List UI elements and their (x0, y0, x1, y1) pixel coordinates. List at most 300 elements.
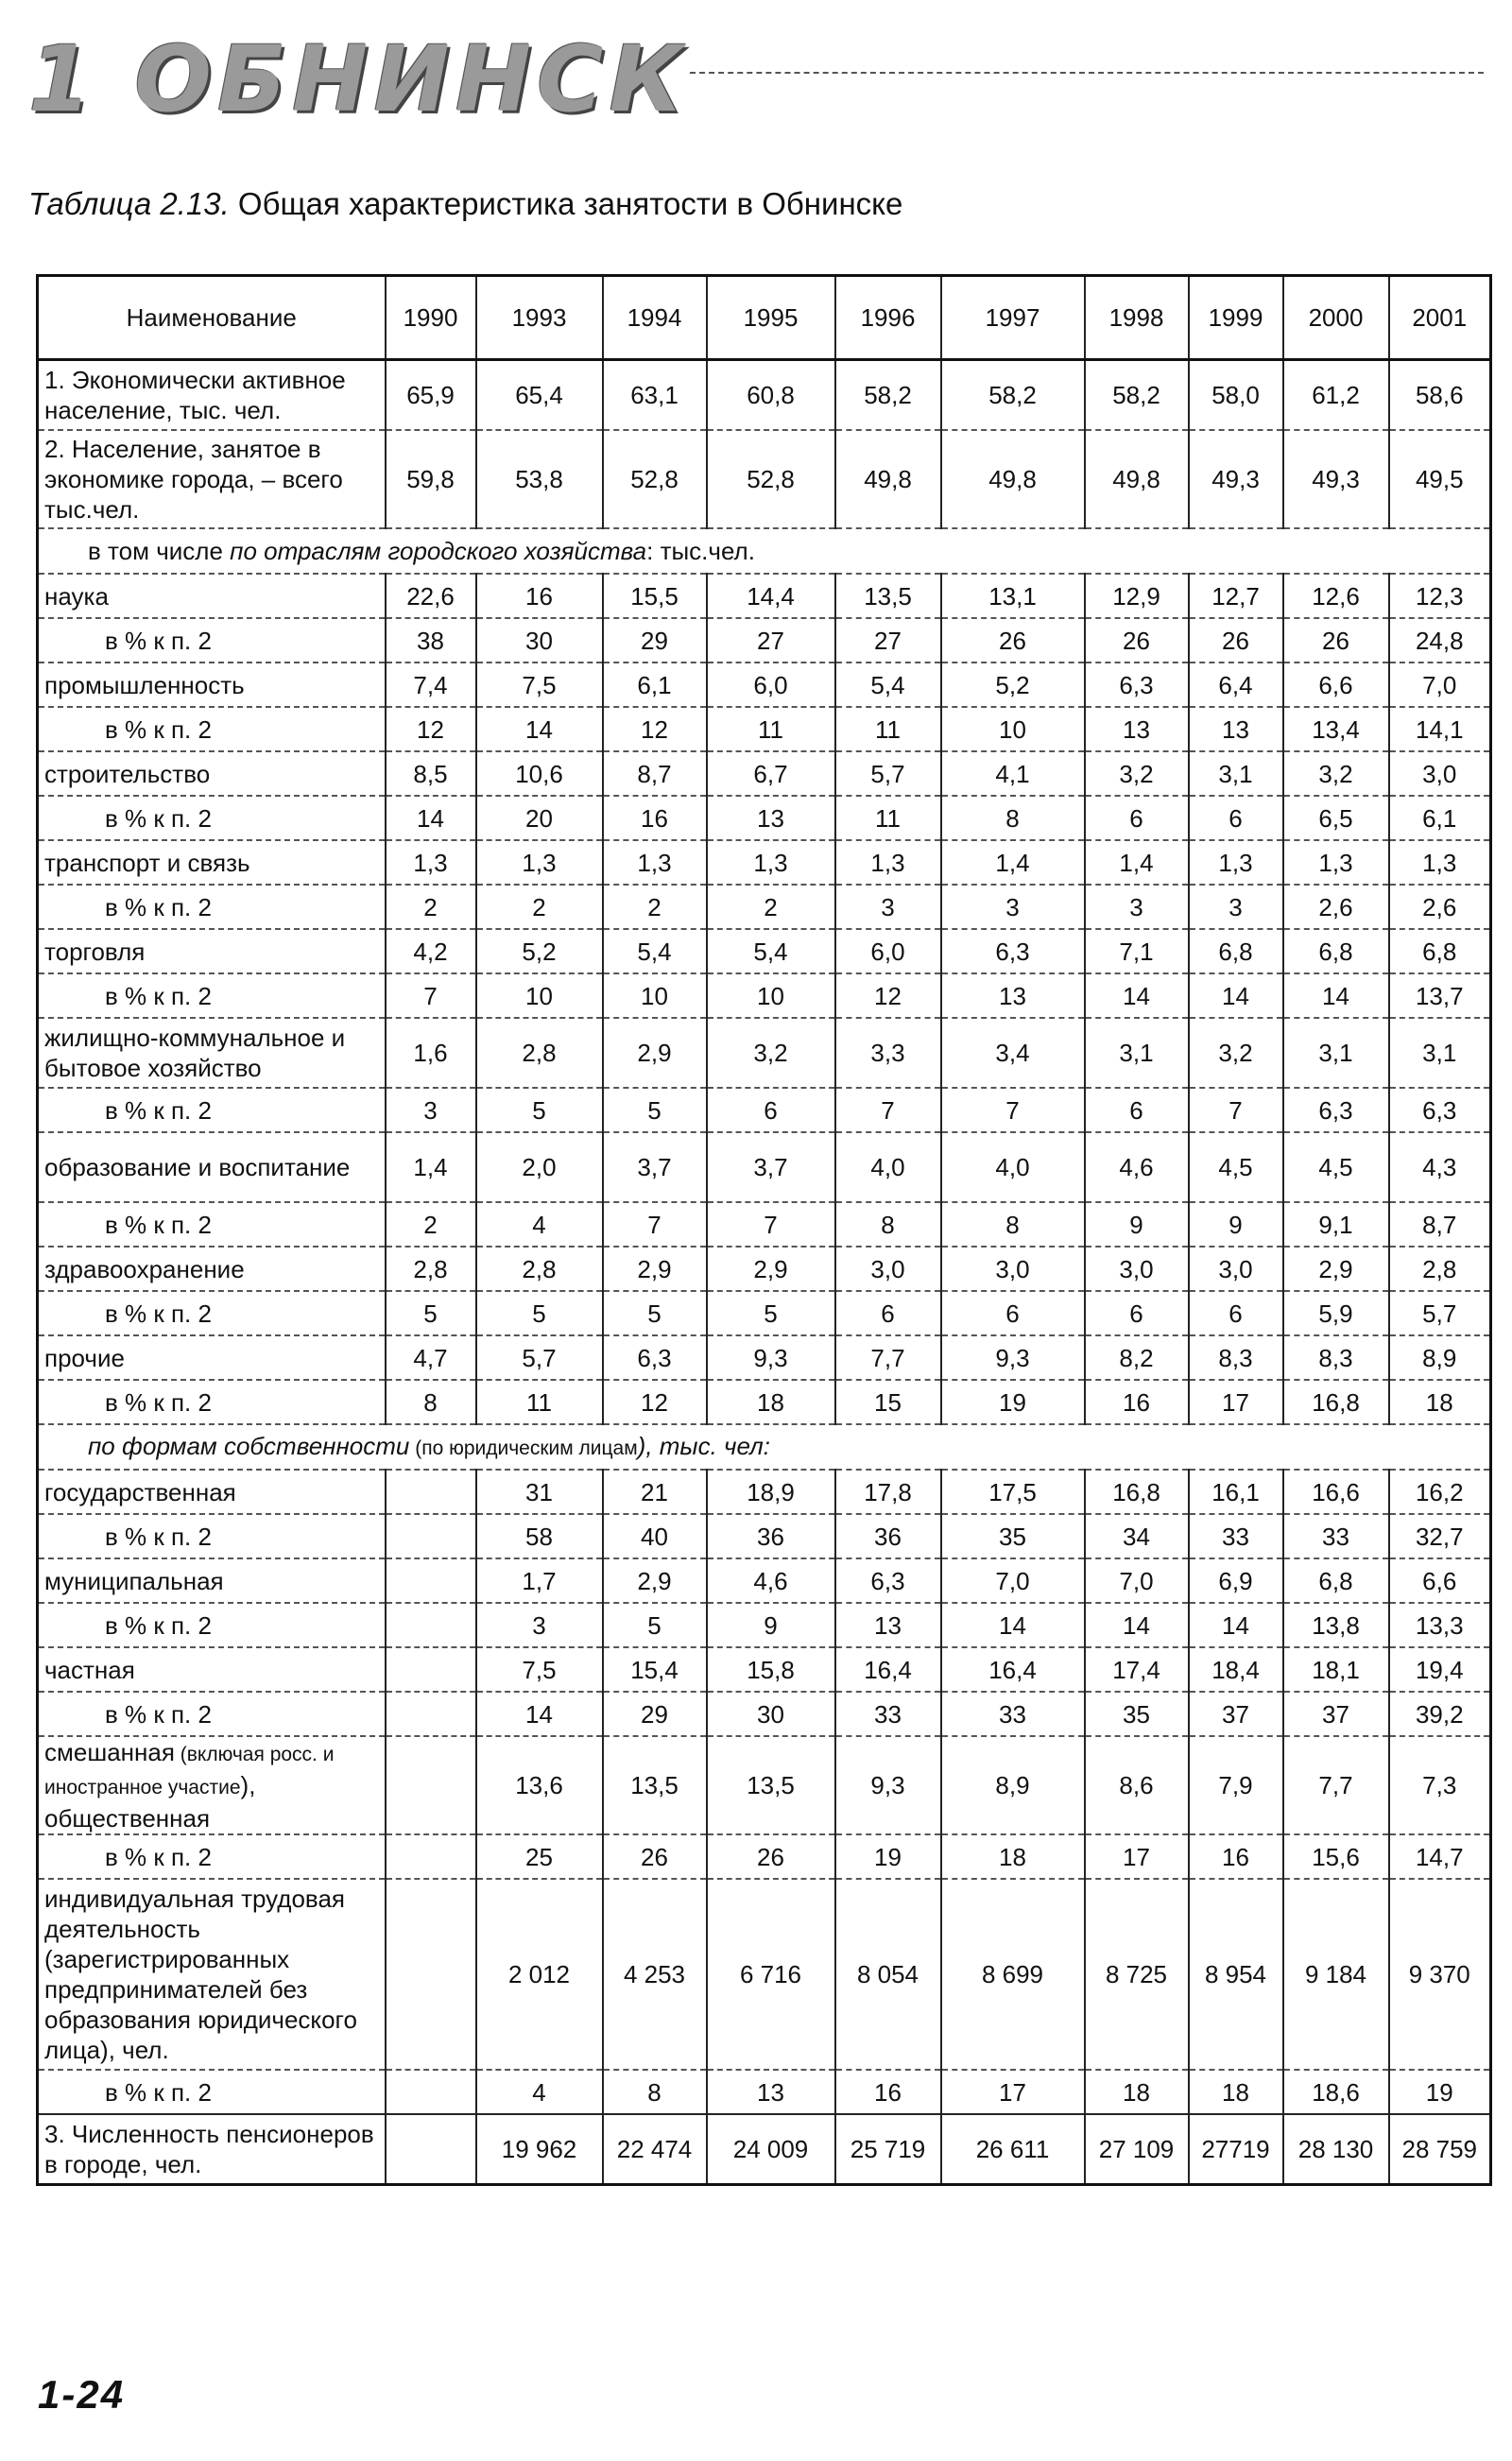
value-cell: 13 (1085, 707, 1189, 751)
value-cell: 9 (1189, 1202, 1283, 1247)
value-cell: 12 (603, 707, 707, 751)
value-cell: 13 (707, 796, 835, 840)
row-label: частная (38, 1647, 386, 1692)
header-rule (690, 72, 1484, 74)
table-caption (28, 183, 902, 225)
page-number: 1-24 (38, 2372, 126, 2417)
percent-label: в % к п. 2 (38, 1088, 386, 1132)
value-cell: 7,5 (476, 663, 603, 707)
value-cell: 13,4 (1283, 707, 1389, 751)
value-cell: 13,5 (707, 1736, 835, 1834)
value-cell: 6,3 (941, 929, 1085, 973)
value-cell: 17,8 (835, 1470, 941, 1514)
value-cell: 26 (707, 1834, 835, 1879)
branch-row (38, 1247, 1491, 1291)
value-cell: 4,5 (1189, 1132, 1283, 1202)
value-cell: 4,2 (386, 929, 476, 973)
value-cell: 49,3 (1189, 430, 1283, 528)
column-header-year: 1994 (603, 276, 707, 360)
value-cell: 5 (603, 1088, 707, 1132)
value-cell: 3,0 (1189, 1247, 1283, 1291)
value-cell: 4,7 (386, 1335, 476, 1380)
value-cell (386, 1647, 476, 1692)
percent-label: в % к п. 2 (38, 1834, 386, 1879)
value-cell: 6,4 (1189, 663, 1283, 707)
percent-label: в % к п. 2 (38, 1202, 386, 1247)
value-cell: 3,2 (707, 1018, 835, 1088)
value-cell: 1,7 (476, 1558, 603, 1603)
branch-row (38, 1335, 1491, 1380)
value-cell: 7 (386, 973, 476, 1018)
value-cell: 4 (476, 2070, 603, 2114)
value-cell: 6 (1085, 1088, 1189, 1132)
value-cell: 28 130 (1283, 2114, 1389, 2185)
value-cell (386, 1470, 476, 1514)
value-cell: 3,0 (941, 1247, 1085, 1291)
value-cell: 2,8 (476, 1018, 603, 1088)
value-cell: 8,7 (603, 751, 707, 796)
value-cell: 52,8 (603, 430, 707, 528)
value-cell: 8 (941, 1202, 1085, 1247)
value-cell: 27719 (1189, 2114, 1283, 2185)
value-cell: 18,1 (1283, 1647, 1389, 1692)
percent-label: в % к п. 2 (38, 796, 386, 840)
value-cell: 40 (603, 1514, 707, 1558)
percent-label: в % к п. 2 (38, 2070, 386, 2114)
value-cell: 5,9 (1283, 1291, 1389, 1335)
value-cell: 49,3 (1283, 430, 1389, 528)
value-cell: 30 (476, 618, 603, 663)
value-cell: 4,0 (835, 1132, 941, 1202)
pensioners-row (38, 2114, 1491, 2185)
value-cell: 6,3 (1389, 1088, 1491, 1132)
value-cell: 5,2 (476, 929, 603, 973)
value-cell: 25 (476, 1834, 603, 1879)
value-cell: 9 370 (1389, 1879, 1491, 2070)
branch-row (38, 929, 1491, 973)
value-cell: 6,8 (1389, 929, 1491, 973)
value-cell: 14 (1283, 973, 1389, 1018)
value-cell: 15,5 (603, 574, 707, 618)
value-cell: 15,4 (603, 1647, 707, 1692)
value-cell: 6,5 (1283, 796, 1389, 840)
value-cell: 59,8 (386, 430, 476, 528)
value-cell: 52,8 (707, 430, 835, 528)
value-cell: 17 (1189, 1380, 1283, 1424)
value-cell: 16,6 (1283, 1470, 1389, 1514)
value-cell: 1,4 (941, 840, 1085, 885)
value-cell: 5,7 (835, 751, 941, 796)
row-label: здравоохранение (38, 1247, 386, 1291)
section-text: (по юридическим лицам (409, 1437, 638, 1459)
branch-percent-row (38, 1291, 1491, 1335)
row-label: муниципальная (38, 1558, 386, 1603)
value-cell (386, 1879, 476, 2070)
value-cell: 6,6 (1389, 1558, 1491, 1603)
value-cell: 29 (603, 1692, 707, 1736)
value-cell: 11 (835, 707, 941, 751)
value-cell: 1,3 (1189, 840, 1283, 885)
row-label: прочие (38, 1335, 386, 1380)
value-cell: 26 (941, 618, 1085, 663)
value-cell: 2 (386, 1202, 476, 1247)
section-text: по отраслям городского хозяйства (230, 537, 647, 565)
value-cell: 19 (835, 1834, 941, 1879)
value-cell: 8,2 (1085, 1335, 1189, 1380)
value-cell: 13,3 (1389, 1603, 1491, 1647)
value-cell (386, 2070, 476, 2114)
section-text: ), тыс. чел: (637, 1431, 770, 1460)
value-cell: 5,2 (941, 663, 1085, 707)
value-cell: 8 (386, 1380, 476, 1424)
value-cell: 3,1 (1389, 1018, 1491, 1088)
percent-label: в % к п. 2 (38, 1514, 386, 1558)
value-cell (386, 1692, 476, 1736)
value-cell: 7,0 (941, 1558, 1085, 1603)
value-cell: 27 (707, 618, 835, 663)
value-cell: 33 (1283, 1514, 1389, 1558)
value-cell: 13 (941, 973, 1085, 1018)
mixed-name: смешанная (44, 1738, 175, 1766)
value-cell: 2 (707, 885, 835, 929)
value-cell: 2 012 (476, 1879, 603, 2070)
logo: 1 ОБНИНСК (28, 26, 689, 132)
percent-label: в % к п. 2 (38, 1603, 386, 1647)
value-cell: 49,8 (835, 430, 941, 528)
value-cell: 3 (1189, 885, 1283, 929)
branch-row (38, 1018, 1491, 1088)
row-label: торговля (38, 929, 386, 973)
percent-label: в % к п. 2 (38, 1380, 386, 1424)
section-label (38, 1424, 1491, 1470)
value-cell: 6,3 (603, 1335, 707, 1380)
value-cell: 60,8 (707, 360, 835, 431)
value-cell: 35 (941, 1514, 1085, 1558)
value-cell: 2,9 (603, 1018, 707, 1088)
value-cell: 18,9 (707, 1470, 835, 1514)
value-cell: 37 (1283, 1692, 1389, 1736)
value-cell: 32,7 (1389, 1514, 1491, 1558)
column-header-year: 1998 (1085, 276, 1189, 360)
value-cell: 8,7 (1389, 1202, 1491, 1247)
value-cell: 13,5 (835, 574, 941, 618)
section-text: в том числе (88, 537, 231, 565)
value-cell: 38 (386, 618, 476, 663)
value-cell: 36 (835, 1514, 941, 1558)
branch-percent-row (38, 796, 1491, 840)
value-cell: 7 (707, 1202, 835, 1247)
value-cell: 14 (941, 1603, 1085, 1647)
header-row (38, 276, 1491, 360)
value-cell: 4,5 (1283, 1132, 1389, 1202)
value-cell: 7,4 (386, 663, 476, 707)
value-cell: 16,8 (1085, 1470, 1189, 1514)
value-cell: 16 (476, 574, 603, 618)
value-cell: 33 (835, 1692, 941, 1736)
value-cell: 30 (707, 1692, 835, 1736)
row-label: жилищно-коммунальное и бытовое хозяйство (38, 1018, 386, 1088)
value-cell: 31 (476, 1470, 603, 1514)
value-cell: 14,7 (1389, 1834, 1491, 1879)
value-cell: 7,1 (1085, 929, 1189, 973)
value-cell: 6,9 (1189, 1558, 1283, 1603)
value-cell: 12,7 (1189, 574, 1283, 618)
value-cell: 7 (835, 1088, 941, 1132)
branch-percent-row (38, 885, 1491, 929)
value-cell: 12 (603, 1380, 707, 1424)
value-cell: 58,6 (1389, 360, 1491, 431)
value-cell: 14 (386, 796, 476, 840)
value-cell: 8 (603, 2070, 707, 2114)
value-cell: 1,4 (1085, 840, 1189, 885)
value-cell: 26 (603, 1834, 707, 1879)
row-label: транспорт и связь (38, 840, 386, 885)
value-cell: 2,9 (1283, 1247, 1389, 1291)
value-cell: 5,7 (1389, 1291, 1491, 1335)
value-cell: 11 (476, 1380, 603, 1424)
value-cell: 2,9 (707, 1247, 835, 1291)
value-cell: 1,3 (835, 840, 941, 885)
value-cell: 14 (1085, 1603, 1189, 1647)
value-cell: 9 (707, 1603, 835, 1647)
value-cell: 25 719 (835, 2114, 941, 2185)
percent-label: в % к п. 2 (38, 1291, 386, 1335)
value-cell: 6 (1189, 796, 1283, 840)
value-cell: 3,2 (1283, 751, 1389, 796)
value-cell: 5 (603, 1291, 707, 1335)
value-cell: 3 (1085, 885, 1189, 929)
value-cell: 6,3 (1283, 1088, 1389, 1132)
value-cell: 24 009 (707, 2114, 835, 2185)
mixed-row (38, 1736, 1491, 1834)
value-cell: 3,7 (603, 1132, 707, 1202)
value-cell: 11 (707, 707, 835, 751)
value-cell: 26 611 (941, 2114, 1085, 2185)
branch-row (38, 1132, 1491, 1202)
column-header-year: 1990 (386, 276, 476, 360)
mixed-percent-row (38, 1834, 1491, 1879)
value-cell: 1,3 (1283, 840, 1389, 885)
value-cell: 29 (603, 618, 707, 663)
value-cell: 14,1 (1389, 707, 1491, 751)
ownership-row (38, 1647, 1491, 1692)
row-label: 1. Экономически активное население, тыс. чел. (38, 360, 386, 431)
row-label: образование и воспитание (38, 1132, 386, 1202)
value-cell: 7 (1189, 1088, 1283, 1132)
value-cell: 7 (603, 1202, 707, 1247)
percent-label: в % к п. 2 (38, 973, 386, 1018)
value-cell: 4,6 (707, 1558, 835, 1603)
value-cell: 65,4 (476, 360, 603, 431)
ownership-percent-row (38, 1603, 1491, 1647)
value-cell: 2,9 (603, 1558, 707, 1603)
row-employed-population (38, 430, 1491, 528)
percent-label: в % к п. 2 (38, 707, 386, 751)
value-cell: 7,3 (1389, 1736, 1491, 1834)
value-cell: 13,8 (1283, 1603, 1389, 1647)
value-cell: 18,6 (1283, 2070, 1389, 2114)
value-cell: 18 (707, 1380, 835, 1424)
value-cell: 28 759 (1389, 2114, 1491, 2185)
value-cell: 17,4 (1085, 1647, 1189, 1692)
value-cell: 5,7 (476, 1335, 603, 1380)
value-cell: 8,9 (941, 1736, 1085, 1834)
value-cell: 11 (835, 796, 941, 840)
value-cell: 16 (603, 796, 707, 840)
value-cell: 4,6 (1085, 1132, 1189, 1202)
value-cell: 14,4 (707, 574, 835, 618)
column-header-name: Наименование (38, 276, 386, 360)
value-cell: 9,1 (1283, 1202, 1389, 1247)
value-cell: 6,8 (1283, 929, 1389, 973)
value-cell: 58,2 (1085, 360, 1189, 431)
value-cell: 3,2 (1189, 1018, 1283, 1088)
column-header-year: 1996 (835, 276, 941, 360)
value-cell: 22 474 (603, 2114, 707, 2185)
value-cell: 1,3 (476, 840, 603, 885)
value-cell: 36 (707, 1514, 835, 1558)
value-cell: 8,9 (1389, 1335, 1491, 1380)
value-cell: 35 (1085, 1692, 1189, 1736)
page-header (28, 26, 1484, 132)
value-cell: 26 (1189, 618, 1283, 663)
value-cell: 8 (941, 796, 1085, 840)
branch-percent-row (38, 618, 1491, 663)
row-label (38, 1736, 386, 1834)
row-label: строительство (38, 751, 386, 796)
value-cell: 7,9 (1189, 1736, 1283, 1834)
value-cell: 58,2 (941, 360, 1085, 431)
value-cell: 12,6 (1283, 574, 1389, 618)
value-cell: 7 (941, 1088, 1085, 1132)
value-cell: 5 (707, 1291, 835, 1335)
value-cell: 5,4 (835, 663, 941, 707)
value-cell: 8 (835, 1202, 941, 1247)
value-cell: 1,4 (386, 1132, 476, 1202)
section-text: : тыс.чел. (646, 537, 755, 565)
value-cell: 19 (1389, 2070, 1491, 2114)
value-cell: 49,8 (1085, 430, 1189, 528)
value-cell: 6 (835, 1291, 941, 1335)
percent-label: в % к п. 2 (38, 618, 386, 663)
value-cell: 8,6 (1085, 1736, 1189, 1834)
value-cell: 10 (476, 973, 603, 1018)
column-header-year: 1997 (941, 276, 1085, 360)
value-cell: 3 (476, 1603, 603, 1647)
value-cell: 15,6 (1283, 1834, 1389, 1879)
value-cell: 13 (835, 1603, 941, 1647)
value-cell: 2,6 (1283, 885, 1389, 929)
value-cell: 21 (603, 1470, 707, 1514)
value-cell (386, 1736, 476, 1834)
value-cell: 10 (707, 973, 835, 1018)
section-text: по формам собственности (88, 1431, 410, 1460)
row-label: промышленность (38, 663, 386, 707)
value-cell: 16 (1189, 1834, 1283, 1879)
value-cell: 17,5 (941, 1470, 1085, 1514)
branch-row (38, 574, 1491, 618)
value-cell: 18 (941, 1834, 1085, 1879)
value-cell: 18 (1189, 2070, 1283, 2114)
value-cell: 3,1 (1283, 1018, 1389, 1088)
value-cell: 19 (941, 1380, 1085, 1424)
value-cell: 6,8 (1189, 929, 1283, 973)
value-cell: 61,2 (1283, 360, 1389, 431)
value-cell: 6,1 (1389, 796, 1491, 840)
value-cell: 15,8 (707, 1647, 835, 1692)
value-cell: 6 (1189, 1291, 1283, 1335)
row-label: наука (38, 574, 386, 618)
value-cell: 2,9 (603, 1247, 707, 1291)
value-cell: 6 (1085, 1291, 1189, 1335)
value-cell: 3,0 (1389, 751, 1491, 796)
value-cell: 8,3 (1189, 1335, 1283, 1380)
value-cell: 19 962 (476, 2114, 603, 2185)
column-header-year: 1993 (476, 276, 603, 360)
row-active-population (38, 360, 1491, 431)
row-label: индивидуальная трудовая деятельность (зарегистрированных предпринимателей без образования юридического лица), чел. (38, 1879, 386, 2070)
section-branches (38, 528, 1491, 574)
value-cell: 3,2 (1085, 751, 1189, 796)
value-cell: 16,4 (941, 1647, 1085, 1692)
value-cell: 58,0 (1189, 360, 1283, 431)
column-header-year: 1999 (1189, 276, 1283, 360)
value-cell: 6 716 (707, 1879, 835, 2070)
value-cell: 17 (1085, 1834, 1189, 1879)
value-cell: 14 (1189, 1603, 1283, 1647)
branch-row (38, 840, 1491, 885)
value-cell: 10 (603, 973, 707, 1018)
value-cell: 10,6 (476, 751, 603, 796)
value-cell: 3,3 (835, 1018, 941, 1088)
value-cell: 16,8 (1283, 1380, 1389, 1424)
value-cell: 13 (1189, 707, 1283, 751)
value-cell: 4,3 (1389, 1132, 1491, 1202)
value-cell: 3,0 (1085, 1247, 1189, 1291)
value-cell: 4,1 (941, 751, 1085, 796)
row-label: 3. Численность пенсионеров в городе, чел. (38, 2114, 386, 2185)
value-cell: 6,1 (603, 663, 707, 707)
value-cell: 65,9 (386, 360, 476, 431)
value-cell: 12,9 (1085, 574, 1189, 618)
value-cell: 2,8 (386, 1247, 476, 1291)
mixed-note: (включая росс. и иностранное участие (44, 1744, 335, 1798)
value-cell: 8 054 (835, 1879, 941, 2070)
value-cell: 3 (386, 1088, 476, 1132)
value-cell: 8 725 (1085, 1879, 1189, 2070)
branch-percent-row (38, 973, 1491, 1018)
value-cell: 12 (386, 707, 476, 751)
value-cell: 9 184 (1283, 1879, 1389, 2070)
caption-label: Таблица 2.13. (28, 186, 230, 221)
value-cell: 3,4 (941, 1018, 1085, 1088)
value-cell: 6,6 (1283, 663, 1389, 707)
value-cell: 8,5 (386, 751, 476, 796)
value-cell: 6 (1085, 796, 1189, 840)
value-cell: 4 253 (603, 1879, 707, 2070)
value-cell: 33 (941, 1692, 1085, 1736)
value-cell: 2,0 (476, 1132, 603, 1202)
value-cell: 13 (707, 2070, 835, 2114)
value-cell: 14 (1189, 973, 1283, 1018)
value-cell: 6 (941, 1291, 1085, 1335)
branch-percent-row (38, 1088, 1491, 1132)
value-cell: 24,8 (1389, 618, 1491, 663)
value-cell: 13,1 (941, 574, 1085, 618)
branch-percent-row (38, 1202, 1491, 1247)
section-ownership (38, 1424, 1491, 1470)
value-cell: 18,4 (1189, 1647, 1283, 1692)
